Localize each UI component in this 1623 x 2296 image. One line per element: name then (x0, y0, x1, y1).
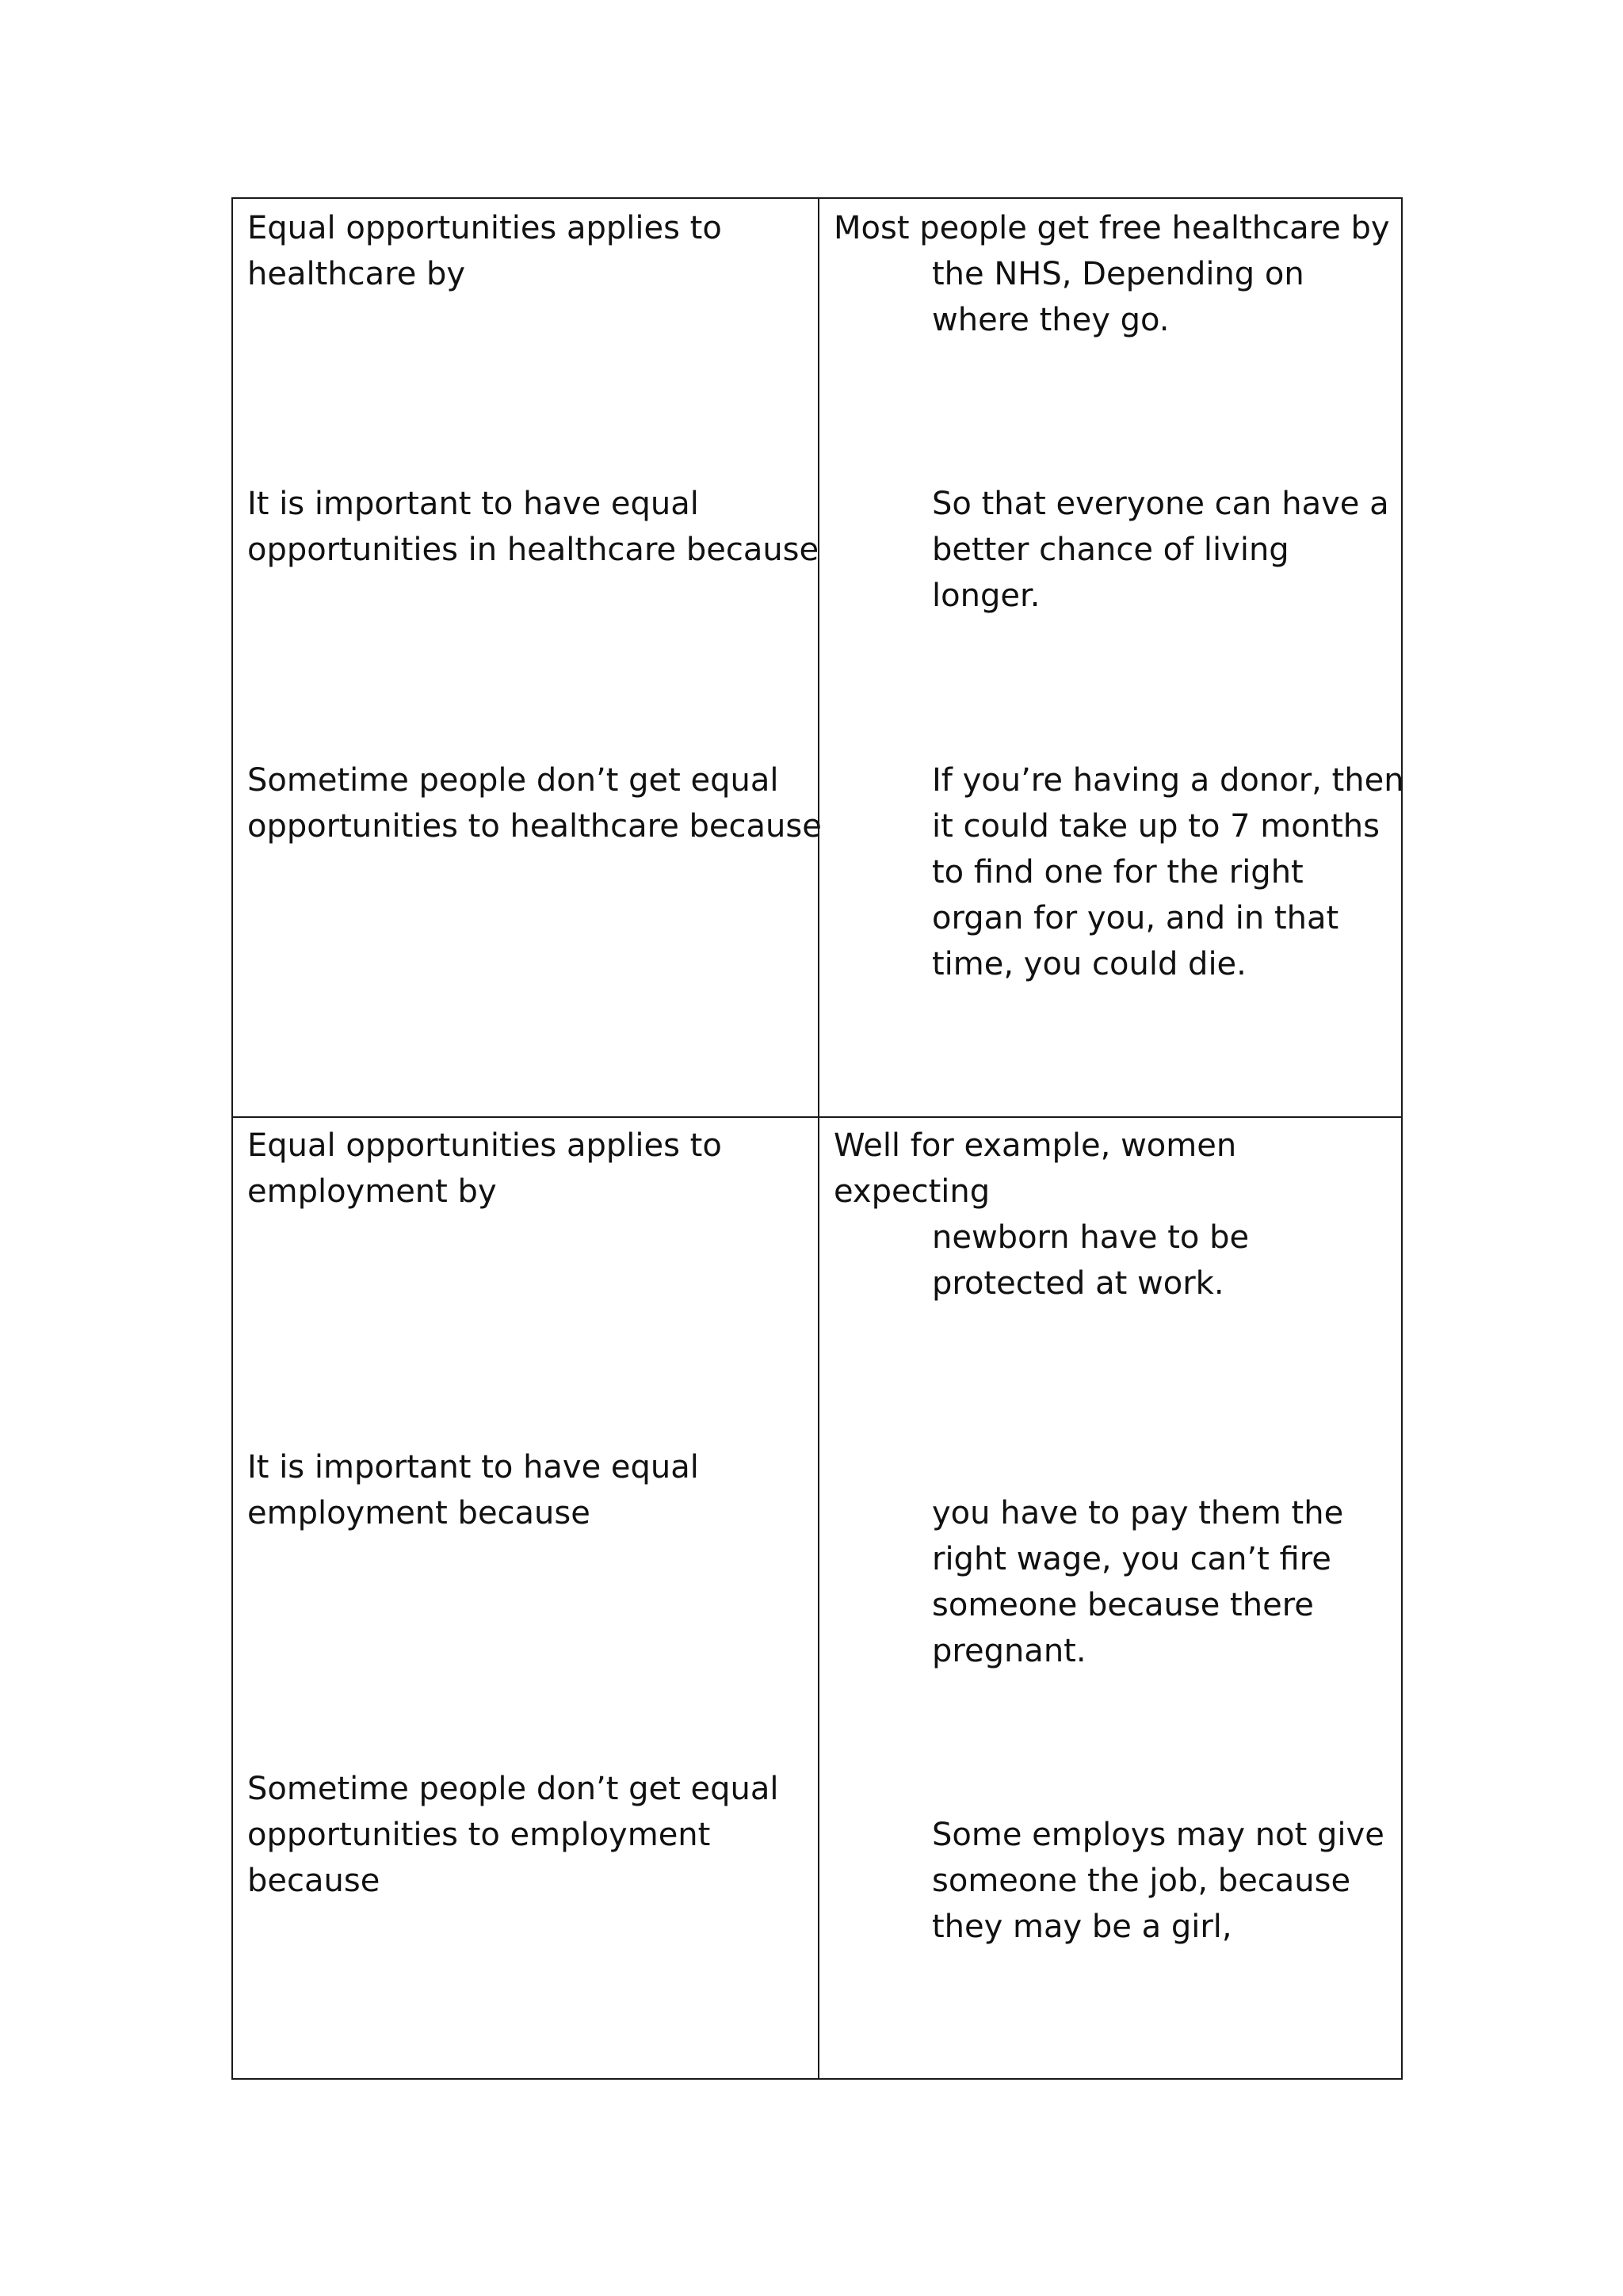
employment-answer-2: you have to pay them the right wage, you can’t fire someone because there pregnant. (932, 1495, 1344, 1669)
healthcare-answer-3: If you’re having a donor, then it could take up to 7 months to find one for the right organ for you, and in that time, you could die. (932, 762, 1404, 982)
healthcare-answers-cell (819, 198, 1402, 1117)
healthcare-answer-1: Most people get free healthcare by the NHS, Depending on where they go. (834, 210, 1390, 338)
employment-prompt-2: It is important to have equal employment because (247, 1449, 699, 1531)
employment-prompt-3: Sometime people don’t get equal opportunities to employment because (247, 1771, 779, 1899)
healthcare-prompt-3: Sometime people don’t get equal opportunities to healthcare because (247, 762, 822, 845)
employment-prompt-1: Equal opportunities applies to employment by (247, 1127, 722, 1210)
employment-row (232, 1117, 1402, 2079)
healthcare-prompt-2: It is important to have equal opportunities in healthcare because (247, 486, 819, 568)
worksheet-table (231, 197, 1403, 2080)
healthcare-row (232, 198, 1402, 1117)
employment-answer-1: Well for example, women expecting newborn have to be protected at work. (834, 1127, 1250, 1302)
employment-answer-3: Some employs may not give someone the job, because they may be a girl, (932, 1817, 1384, 1945)
healthcare-prompts-cell (232, 198, 822, 1117)
employment-prompts-cell (232, 1117, 819, 2079)
employment-answers-cell (819, 1117, 1402, 2079)
healthcare-answer-2: So that everyone can have a better chance of living longer. (932, 486, 1389, 614)
healthcare-prompt-1: Equal opportunities applies to healthcare by (247, 210, 722, 292)
